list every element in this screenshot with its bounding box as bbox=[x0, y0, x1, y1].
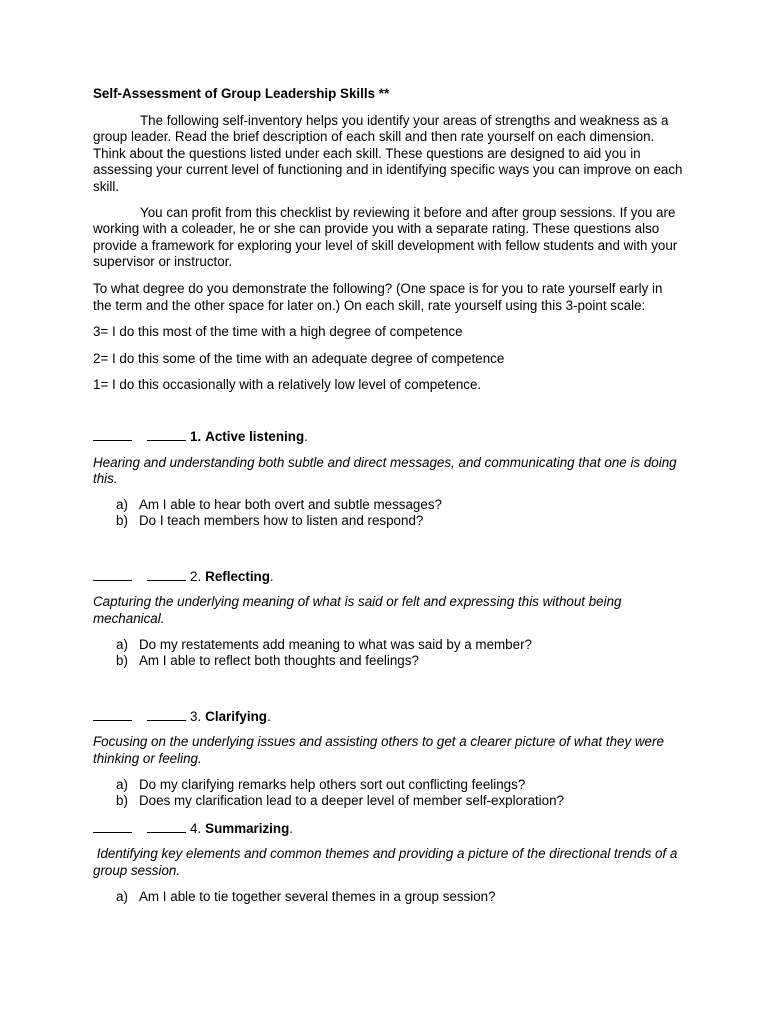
question-item bbox=[93, 777, 683, 794]
skill-period: . bbox=[269, 568, 274, 584]
question-text: Am I able to hear both overt and subtle messages? bbox=[139, 496, 442, 512]
skill-heading bbox=[93, 428, 683, 446]
later-rating-blank[interactable] bbox=[147, 428, 186, 441]
scale-item: 3= I do this most of the time with a high degree of competence bbox=[93, 324, 463, 340]
intro-paragraph: You can profit from this checklist by reviewing it before and after group sessions. If you are working with a coleader, he or she can provide you with a separate rating. These questions also provide a framework for exploring your level of skill development with fellow students and with your supervisor or instructor. bbox=[93, 204, 678, 270]
question-label: a) bbox=[116, 776, 128, 792]
question-label: b) bbox=[116, 653, 128, 669]
skill-section bbox=[93, 820, 683, 905]
rating-scale bbox=[93, 324, 683, 394]
question-text: Do my restatements add meaning to what was said by a member? bbox=[139, 636, 532, 652]
skill-name: Reflecting bbox=[205, 568, 270, 584]
document-page bbox=[93, 86, 683, 905]
later-rating-blank[interactable] bbox=[147, 568, 186, 581]
question-item bbox=[93, 513, 683, 530]
question-list bbox=[93, 497, 683, 530]
skill-name: Active listening bbox=[205, 428, 305, 444]
skill-name: Summarizing bbox=[205, 820, 290, 836]
question-item bbox=[93, 653, 683, 670]
skill-heading bbox=[93, 568, 683, 586]
skill-description: Focusing on the underlying issues and assisting others to get a clearer picture of what they were thinking or feeling. bbox=[93, 734, 664, 767]
skill-period: . bbox=[304, 428, 308, 444]
early-rating-blank[interactable] bbox=[93, 820, 132, 833]
question-label: a) bbox=[116, 496, 128, 512]
question-item bbox=[93, 497, 683, 514]
intro-paragraph: The following self-inventory helps you identify your areas of strengths and weakness as a group leader. Read the brief description of each skill and then rate yourself on each dimension. Think about the questions listed under each skill. These questions are designed to aid you in assessing your current level of functioning and in identifying specific ways you can improve on each skill. bbox=[93, 112, 683, 194]
question-label: a) bbox=[116, 888, 128, 904]
later-rating-blank[interactable] bbox=[147, 708, 186, 721]
question-list bbox=[93, 777, 683, 810]
skill-description: Hearing and understanding both subtle and direct messages, and communicating that one is doing this. bbox=[93, 454, 677, 487]
question-text: Does my clarification lead to a deeper level of member self-exploration? bbox=[139, 793, 564, 809]
skill-heading bbox=[93, 820, 683, 838]
document-title: Self-Assessment of Group Leadership Skills ** bbox=[93, 86, 390, 101]
skill-name: Clarifying bbox=[205, 708, 267, 724]
skill-description: Identifying key elements and common themes and providing a picture of the directional trends of a group session. bbox=[93, 846, 682, 878]
skill-section bbox=[93, 568, 683, 670]
instructions-paragraph: To what degree do you demonstrate the following? (One space is for you to rate yourself early in the term and the other space for later on.) On each skill, rate yourself using this 3-point scale: bbox=[93, 280, 663, 313]
early-rating-blank[interactable] bbox=[93, 568, 132, 581]
scale-item: 1= I do this occasionally with a relatively low level of competence. bbox=[93, 377, 482, 393]
question-list bbox=[93, 637, 683, 670]
question-label: a) bbox=[116, 636, 128, 652]
skill-period: . bbox=[266, 708, 271, 724]
early-rating-blank[interactable] bbox=[93, 428, 132, 441]
question-item bbox=[93, 889, 683, 906]
skill-number: 3. bbox=[190, 708, 202, 724]
skill-number: 2. bbox=[190, 568, 202, 584]
skill-section bbox=[93, 428, 683, 530]
skill-section bbox=[93, 708, 683, 810]
skill-period: . bbox=[289, 820, 293, 836]
question-text: Do I teach members how to listen and respond? bbox=[139, 513, 424, 529]
scale-item: 2= I do this some of the time with an adequate degree of competence bbox=[93, 350, 505, 366]
question-list bbox=[93, 889, 683, 906]
question-item bbox=[93, 637, 683, 654]
question-label: b) bbox=[116, 793, 128, 809]
skill-number: 4. bbox=[190, 820, 202, 836]
skill-heading bbox=[93, 708, 683, 726]
question-text: Am I able to tie together several themes in a group session? bbox=[139, 888, 496, 904]
skill-description: Capturing the underlying meaning of what is said or felt and expressing this without being mechanical. bbox=[93, 594, 622, 627]
question-item bbox=[93, 793, 683, 810]
question-text: Am I able to reflect both thoughts and feelings? bbox=[139, 653, 419, 669]
question-text: Do my clarifying remarks help others sort out conflicting feelings? bbox=[139, 776, 526, 792]
skill-number: 1. bbox=[190, 428, 202, 444]
later-rating-blank[interactable] bbox=[147, 820, 186, 833]
early-rating-blank[interactable] bbox=[93, 708, 132, 721]
question-label: b) bbox=[116, 513, 128, 529]
